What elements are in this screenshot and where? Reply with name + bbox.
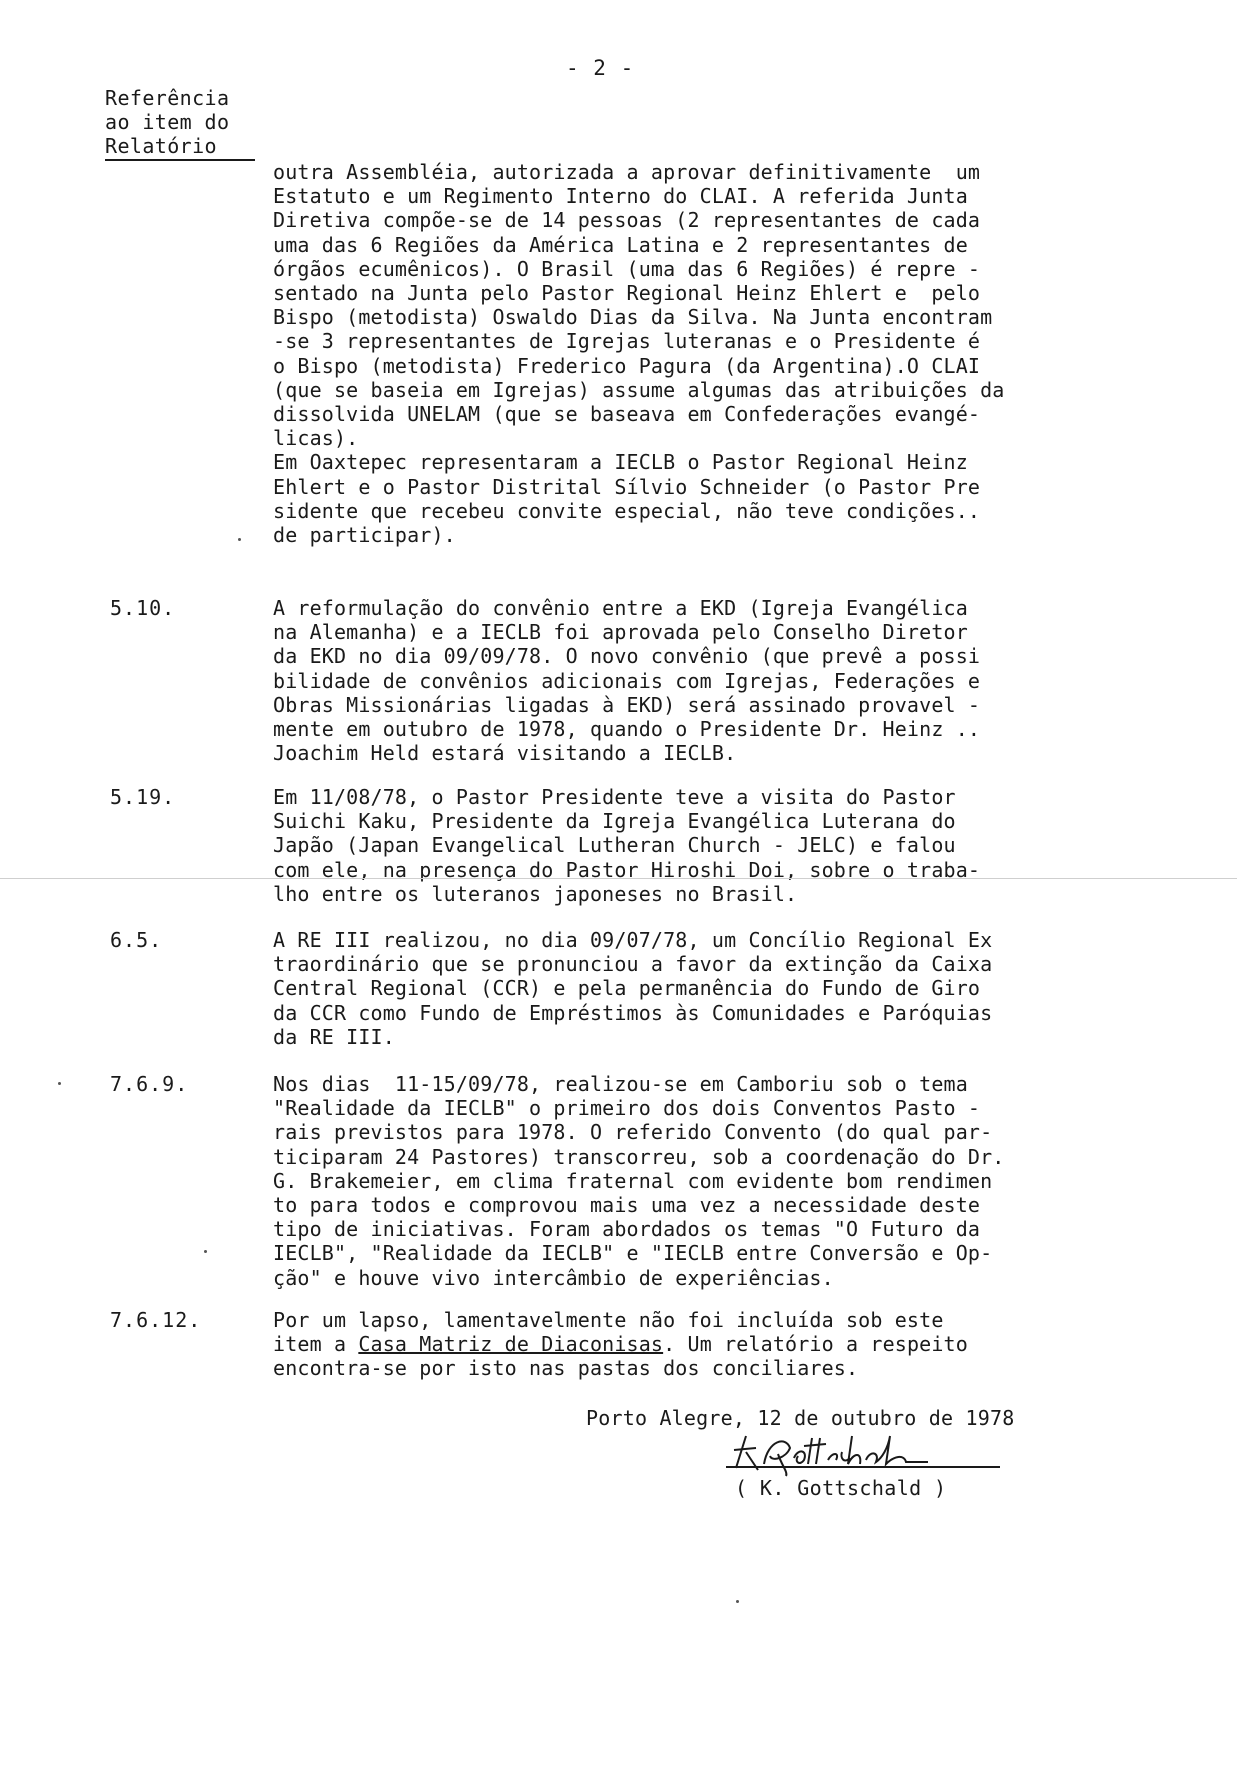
item-text-after: . Um relatório a respeito encontra-se por isto nas pastas dos conciliares. (273, 1332, 968, 1381)
item-paragraph (273, 1308, 968, 1381)
scan-speck (736, 1600, 739, 1603)
item-paragraph: A reformulação do convênio entre a EKD (Igreja Evangélica na Alemanha) e a IECLB foi aprovada pelo Conselho Diretor da EKD no dia 09/09/78. O novo convênio (que prevê a possi bilidade de convênios adicionais com Igrejas, Federações e Obras Missionárias ligadas à EKD) será assinado provavel - mente em outubro de 1978, quando o Presidente Dr. Heinz .. Joachim Held estará visitando a IECLB. (273, 596, 981, 766)
scan-speck (238, 538, 241, 541)
intro-paragraph: outra Assembléia, autorizada a aprovar definitivamente um Estatuto e um Regimento Interno do CLAI. A referida Junta Diretiva compõe-se de 14 pessoas (2 representantes de cada uma das 6 Regiões da América Latina e 2 representantes de órgãos ecumênicos). O Brasil (uma das 6 Regiões) é repre - sentado na Junta pelo Pastor Regional Heinz Ehlert e pelo Bispo (metodista) Oswaldo Dias da Silva. Na Junta encontram -se 3 representantes de Igrejas luteranas e o Presidente é o Bispo (metodista) Frederico Pagura (da Argentina).O CLAI (que se baseia em Igrejas) assume algumas das atribuições da dissolvida UNELAM (que se baseava em Confederações evangé- licas). Em Oaxtepec representaram a IECLB o Pastor Regional Heinz Ehlert e o Pastor Distrital Sílvio Schneider (o Pastor Pre sidente que recebeu convite especial, não teve condições.. de participar). (273, 160, 1005, 548)
reference-column-header (105, 86, 255, 161)
handwritten-signature (728, 1428, 948, 1478)
item-ref-number: 6.5. (110, 928, 163, 952)
scan-speck (58, 1082, 61, 1085)
item-ref-number: 5.19. (110, 785, 176, 809)
item-ref-number: 7.6.9. (110, 1072, 189, 1096)
item-paragraph: Em 11/08/78, o Pastor Presidente teve a visita do Pastor Suichi Kaku, Presidente da Igreja Evangélica Luterana do Japão (Japan Evangelical Lutheran Church - JELC) e falou com ele, na presença do Pastor Hiroshi Doi, sobre o traba- lho entre os luteranos japoneses no Brasil. (273, 785, 981, 906)
signer-name: ( K. Gottschald ) (735, 1476, 947, 1500)
scan-speck (204, 1250, 207, 1253)
reference-header-line-2: ao item do (105, 110, 230, 134)
paper-fold-line (0, 878, 1237, 879)
reference-header-line-3: Relatório (105, 134, 255, 161)
item-paragraph: A RE III realizou, no dia 09/07/78, um Concílio Regional Ex traordinário que se pronunciou a favor da extinção da Caixa Central Regional (CCR) e pela permanência do Fundo de Giro da CCR como Fundo de Empréstimos às Comunidades e Paróquias da RE III. (273, 928, 993, 1049)
underlined-term: Casa Matriz de Diaconisas (358, 1332, 664, 1357)
item-ref-number: 5.10. (110, 596, 176, 620)
signature-line (726, 1466, 1000, 1468)
item-text-before: Por um lapso, lamentavelmente não foi incluída sob este item a (273, 1308, 944, 1357)
place-and-date: Porto Alegre, 12 de outubro de 1978 (586, 1406, 1015, 1430)
page-number: - 2 - (566, 56, 635, 80)
item-paragraph: Nos dias 11-15/09/78, realizou-se em Camboriu sob o tema "Realidade da IECLB" o primeiro dos dois Conventos Pasto - rais previstos para 1978. O referido Convento (do qual par- ticiparam 24 Pastores) transcorreu, sob a coordenação do Dr. G. Brakemeier, em clima fraternal com evidente bom rendimen to para todos e comprovou mais uma vez a necessidade deste tipo de iniciativas. Foram abordados os temas "O Futuro da IECLB", "Realidade da IECLB" e "IECLB entre Conversão e Op- ção" e houve vivo intercâmbio de experiências. (273, 1072, 1005, 1290)
reference-header-line-1: Referência (105, 86, 230, 110)
item-ref-number: 7.6.12. (110, 1308, 202, 1332)
